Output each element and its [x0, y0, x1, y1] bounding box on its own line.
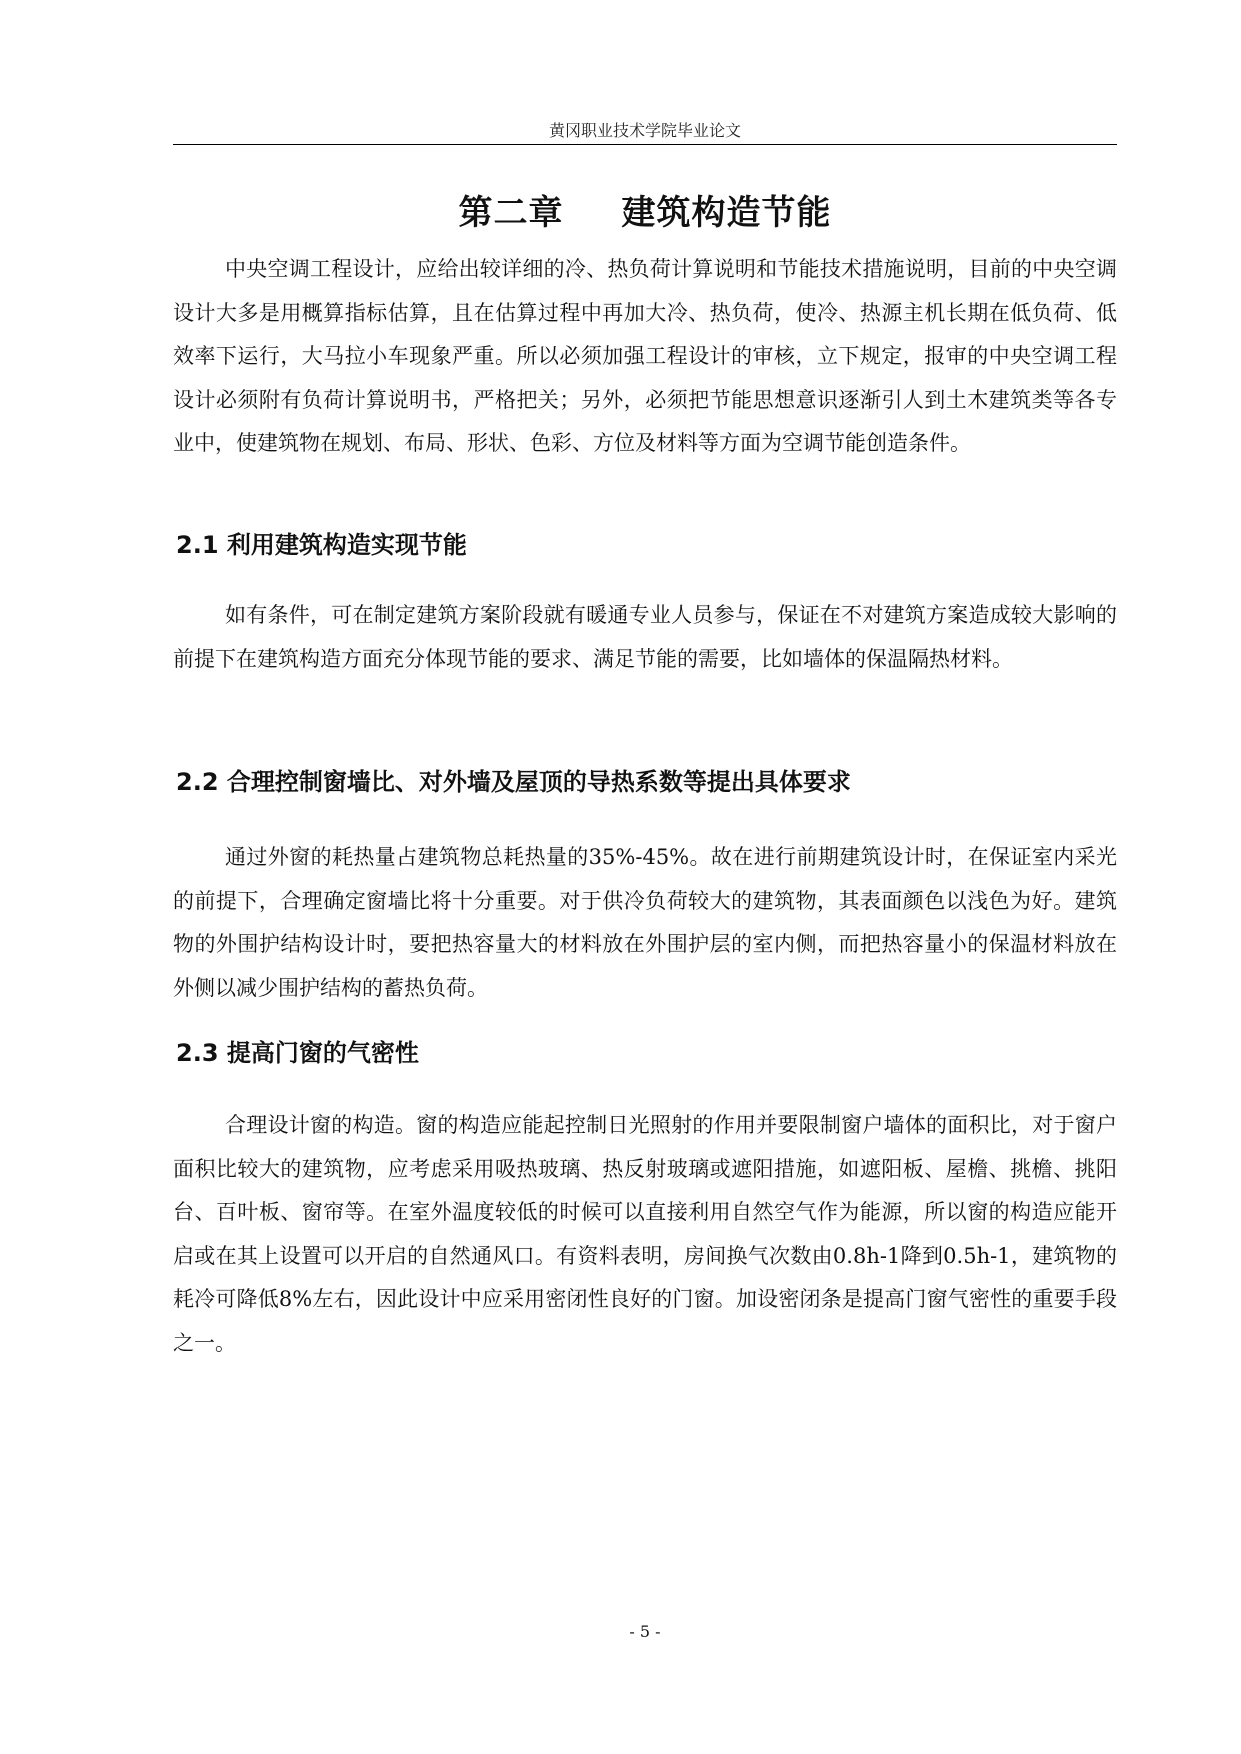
- chapter-title: [173, 185, 1117, 234]
- section-heading-2-3: 2.3 提高门窗的气密性: [176, 1039, 419, 1067]
- section-body-2-1: 如有条件，可在制定建筑方案阶段就有暖通专业人员参与，保证在不对建筑方案造成较大影响的前提下在建筑构造方面充分体现节能的要求、满足节能的需要，比如墙体的保温隔热材料。: [173, 603, 1117, 671]
- chapter-number: 第二章: [458, 193, 564, 233]
- section-heading-2-2: 2.2 合理控制窗墙比、对外墙及屋顶的导热系数等提出具体要求: [176, 768, 851, 796]
- section-body-2-3: 合理设计窗的构造。窗的构造应能起控制日光照射的作用并要限制窗户墙体的面积比，对于窗户面积比较大的建筑物，应考虑采用吸热玻璃、热反射玻璃或遮阳措施，如遮阳板、屋檐、挑檐、挑阳台、百叶板、窗帘等。在室外温度较低的时候可以直接利用自然空气作为能源，所以窗的构造应能开启或在其上设置可以开启的自然通风口。有资料表明，房间换气次数由0.8h-1降到0.5h-1，建筑物的耗冷可降低8%左右，因此设计中应采用密闭性良好的门窗。加设密闭条是提高门窗气密性的重要手段之一。: [173, 1113, 1117, 1355]
- chapter-name: 建筑构造节能: [621, 193, 832, 233]
- intro-paragraph: 中央空调工程设计，应给出较详细的冷、热负荷计算说明和节能技术措施说明，目前的中央空调设计大多是用概算指标估算，且在估算过程中再加大冷、热负荷，使冷、热源主机长期在低负荷、低效率下运行，大马拉小车现象严重。所以必须加强工程设计的审核，立下规定，报审的中央空调工程设计必须附有负荷计算说明书，严格把关；另外，必须把节能思想意识逐渐引人到土木建筑类等各专业中，使建筑物在规划、布局、形状、色彩、方位及材料等方面为空调节能创造条件。: [173, 257, 1117, 455]
- header-rule: [173, 144, 1117, 145]
- running-header: 黄冈职业技术学院毕业论文: [548, 121, 741, 140]
- section-body-2-2: 通过外窗的耗热量占建筑物总耗热量的35%-45%。故在进行前期建筑设计时，在保证室内采光的前提下，合理确定窗墙比将十分重要。对于供冷负荷较大的建筑物，其表面颜色以浅色为好。建筑物的外围护结构设计时，要把热容量大的材料放在外围护层的室内侧，而把热容量小的保温材料放在外侧以减少围护结构的蓄热负荷。: [173, 845, 1117, 1000]
- page-number: - 5 -: [629, 1622, 661, 1641]
- section-heading-2-1: 2.1 利用建筑构造实现节能: [176, 531, 467, 559]
